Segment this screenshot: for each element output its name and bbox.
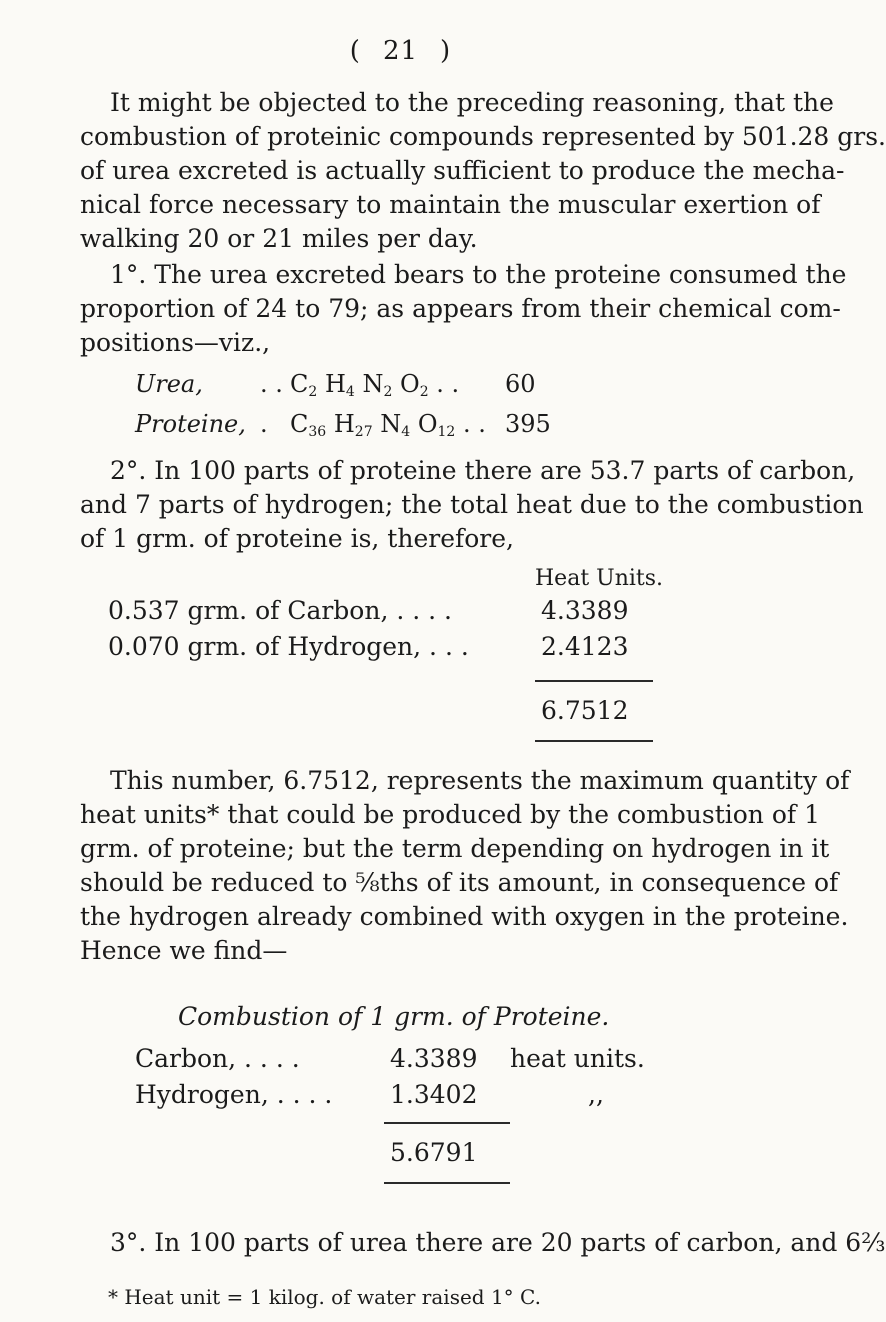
formula-dots: . . bbox=[436, 370, 460, 398]
point2-line: 2°. In 100 parts of proteine there are 53.7 parts of carbon, bbox=[110, 456, 856, 485]
formula-subscript: 12 bbox=[437, 424, 456, 440]
formula-element: O bbox=[417, 410, 438, 438]
point2-line: and 7 parts of hydrogen; the total heat due to the combustion bbox=[80, 490, 864, 519]
paragraph2-line: This number, 6.7512, represents the maximum quantity of bbox=[110, 766, 850, 795]
formula-subscript: 2 bbox=[419, 384, 429, 400]
heat-table-total: 6.7512 bbox=[541, 696, 629, 725]
paragraph1-line: of urea excreted is actually sufficient to produce the mecha- bbox=[80, 156, 845, 185]
paragraph1-line: walking 20 or 21 miles per day. bbox=[80, 224, 478, 253]
formula-name: Urea, bbox=[135, 370, 203, 398]
formula-subscript: 2 bbox=[383, 384, 393, 400]
heat-table-rule bbox=[535, 680, 653, 682]
heat-row-label: 0.537 grm. of Carbon, . . . . bbox=[108, 596, 452, 625]
formula-name: Proteine, bbox=[135, 410, 246, 438]
formula-element: O bbox=[400, 370, 420, 398]
formula-element: N bbox=[362, 370, 384, 398]
point1-line: 1°. The urea excreted bears to the proteine consumed the bbox=[110, 260, 847, 289]
close-paren: ) bbox=[440, 36, 452, 66]
footnote: * Heat unit = 1 kilog. of water raised 1° C. bbox=[108, 1285, 541, 1309]
formula-subscript: 36 bbox=[308, 424, 327, 440]
formula-subscript: 4 bbox=[401, 424, 411, 440]
formula-element: C bbox=[290, 410, 309, 438]
formula-element: N bbox=[380, 410, 402, 438]
combustion-table-rule bbox=[384, 1182, 510, 1184]
point2-line: of 1 grm. of proteine is, therefore, bbox=[80, 524, 514, 553]
heat-table-row bbox=[108, 632, 469, 661]
combustion-row-unit: ,, bbox=[588, 1080, 604, 1109]
formula-dots: . . bbox=[260, 370, 283, 398]
heat-table-rule bbox=[535, 740, 653, 742]
paragraph2-line: Hence we find— bbox=[80, 936, 288, 965]
heat-row-value: 2.4123 bbox=[541, 632, 629, 661]
paragraph1-line: It might be objected to the preceding reasoning, that the bbox=[110, 88, 834, 117]
formula-subscript: 2 bbox=[308, 384, 318, 400]
paragraph2-line: grm. of proteine; but the term depending on hydrogen in it bbox=[80, 834, 830, 863]
combustion-row-value: 1.3402 bbox=[390, 1080, 478, 1109]
formula-dots: . . bbox=[462, 410, 486, 438]
formula-subscript: 27 bbox=[354, 424, 373, 440]
point1-line: positions—viz., bbox=[80, 328, 271, 357]
formula-expression bbox=[290, 410, 505, 440]
formula-value: 60 bbox=[505, 370, 536, 398]
page-header bbox=[0, 36, 801, 66]
heat-table-row bbox=[108, 596, 452, 625]
combustion-row-value: 4.3389 bbox=[390, 1044, 478, 1073]
combustion-row-label: Hydrogen, . . . . bbox=[135, 1080, 333, 1109]
open-paren: ( bbox=[349, 36, 361, 66]
formula-element: H bbox=[324, 370, 346, 398]
formula-proteine bbox=[135, 410, 551, 440]
combustion-row-label: Carbon, . . . . bbox=[135, 1044, 300, 1073]
heat-units-header: Heat Units. bbox=[535, 566, 664, 591]
formula-element: H bbox=[333, 410, 355, 438]
paragraph2-line: should be reduced to ⅝ths of its amount, in consequence of bbox=[80, 868, 839, 897]
combustion-table-rule bbox=[384, 1122, 510, 1124]
heat-row-label: 0.070 grm. of Hydrogen, . . . bbox=[108, 632, 469, 661]
point1-line: proportion of 24 to 79; as appears from their chemical com- bbox=[80, 294, 841, 323]
formula-dots: . bbox=[260, 410, 268, 438]
paragraph1-line: nical force necessary to maintain the muscular exertion of bbox=[80, 190, 821, 219]
formula-value: 395 bbox=[505, 410, 551, 438]
combustion-table-total: 5.6791 bbox=[390, 1138, 478, 1167]
formula-expression bbox=[290, 370, 505, 400]
paragraph2-line: heat units* that could be produced by the combustion of 1 bbox=[80, 800, 821, 829]
combustion-row-unit: heat units. bbox=[510, 1044, 645, 1073]
heat-row-value: 4.3389 bbox=[541, 596, 629, 625]
point3-line: 3°. In 100 parts of urea there are 20 parts of carbon, and 6⅔ bbox=[110, 1228, 886, 1257]
combustion-title: Combustion of 1 grm. of Proteine. bbox=[178, 1002, 610, 1031]
formula-urea bbox=[135, 370, 536, 400]
formula-subscript: 4 bbox=[345, 384, 355, 400]
formula-element: C bbox=[290, 370, 309, 398]
paragraph1-line: combustion of proteinic compounds represented by 501.28 grs. bbox=[80, 122, 886, 151]
page-number: 21 bbox=[382, 36, 419, 66]
paragraph2-line: the hydrogen already combined with oxygen in the proteine. bbox=[80, 902, 849, 931]
